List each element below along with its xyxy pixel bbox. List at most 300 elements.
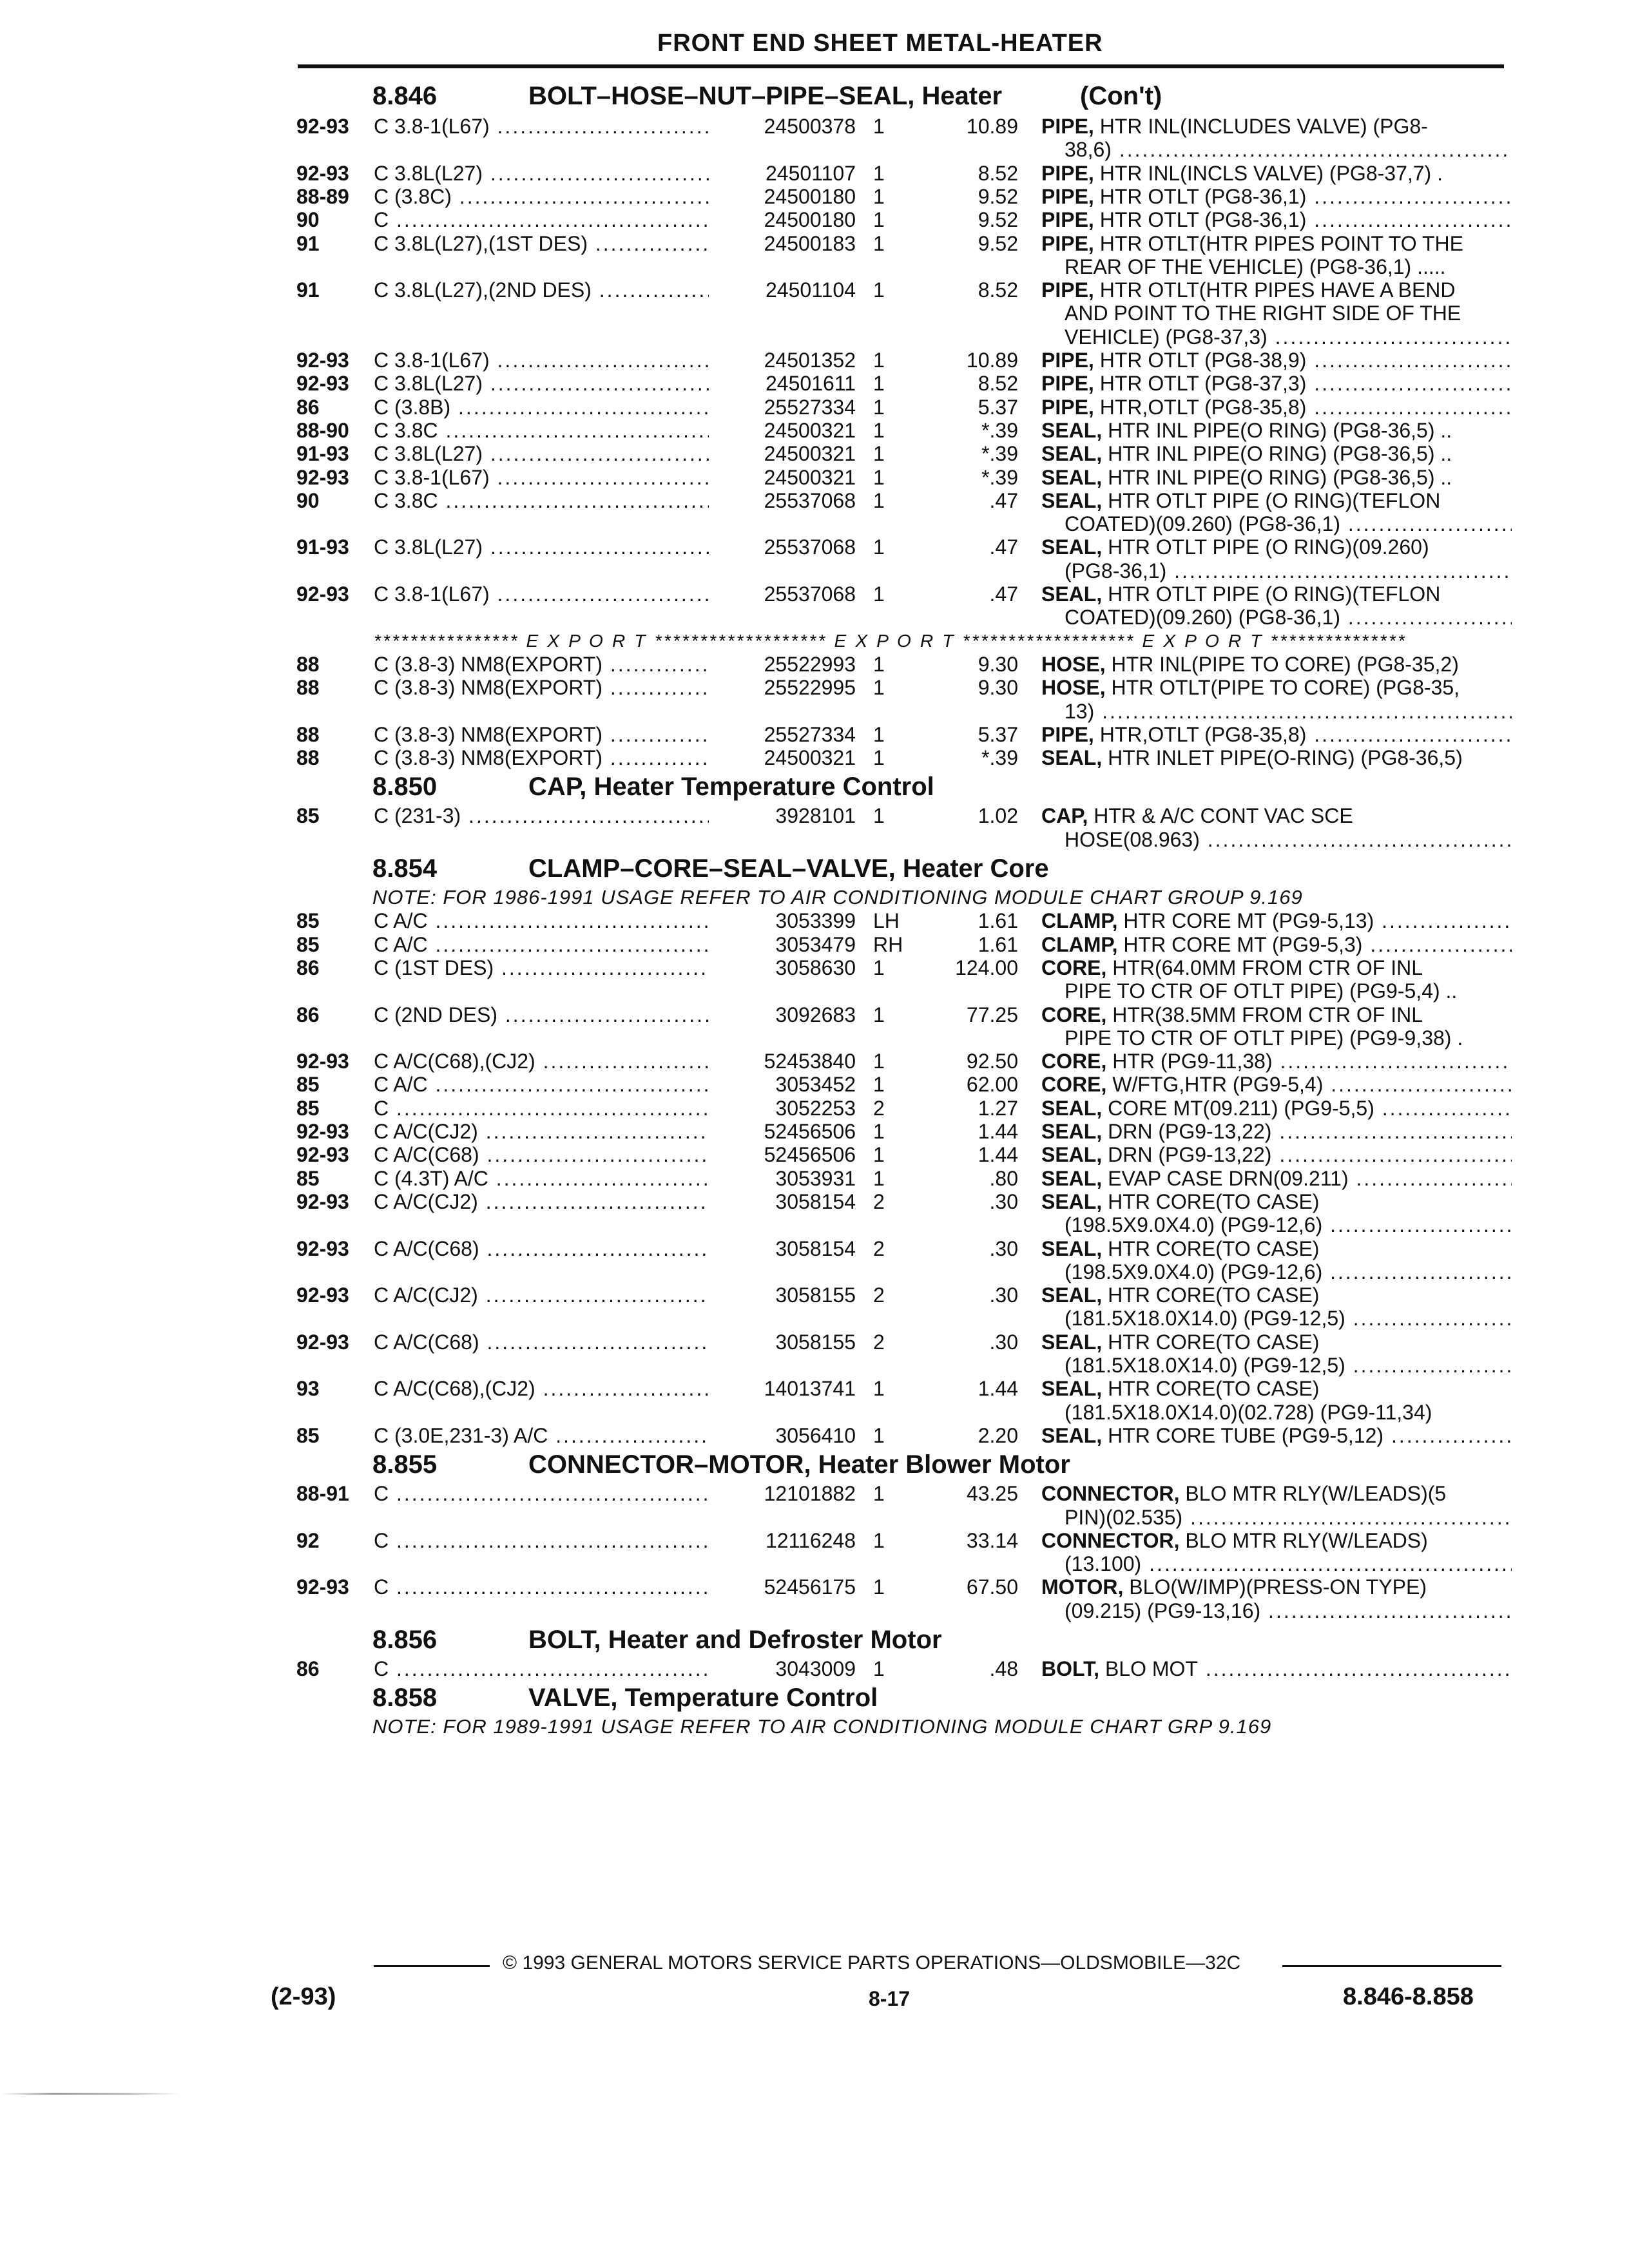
model-application: C A/C ..... — [374, 1073, 709, 1096]
description-text: HTR CORE MT (PG9-5,13) — [1123, 909, 1374, 933]
quantity: 2 — [873, 1189, 885, 1213]
model-years: 86 — [296, 956, 320, 979]
continuation-text: COATED)(09.260) (PG8-36,1) — [1065, 512, 1340, 536]
part-number: 24500180 — [722, 185, 856, 208]
part-row — [0, 442, 1629, 465]
quantity: 1 — [873, 1003, 885, 1026]
description-text — [1065, 1552, 1512, 1575]
part-row — [0, 232, 1629, 255]
description-keyword: SEAL, — [1041, 1189, 1103, 1213]
model-application: C 3.8-1(L67) ..... — [374, 466, 709, 489]
part-row — [0, 933, 1629, 956]
model-application: C (3.8-3) NM8(EXPORT) ..... — [374, 746, 709, 769]
model-years: 92-93 — [296, 1283, 349, 1307]
part-number: 24500321 — [722, 442, 856, 465]
description-text — [1065, 1354, 1512, 1377]
continuation-text: (198.5X9.0X4.0) (PG9-12,6) — [1065, 1213, 1323, 1237]
quantity: RH — [873, 932, 903, 956]
description-text — [1065, 559, 1512, 582]
description-text: HTR INL PIPE(O RING) (PG8-36,5) .. — [1108, 418, 1452, 442]
model-application: C 3.8L(L27),(1ST DES) ..... — [374, 232, 709, 255]
model-years: 88 — [296, 722, 320, 746]
description-keyword: CONNECTOR, — [1041, 1482, 1180, 1506]
price: 9.30 — [978, 652, 1018, 676]
part-description — [1041, 208, 1512, 231]
description-continuation — [0, 1260, 1629, 1283]
description-text: BLO MTR RLY(W/LEADS)(5 — [1185, 1482, 1447, 1506]
continuation-text: 38,6) — [1065, 138, 1112, 162]
description-text: HTR CORE(TO CASE) — [1108, 1330, 1320, 1354]
model-application: C (4.3T) A/C ..... — [374, 1167, 709, 1190]
description-keyword: SEAL, — [1041, 465, 1103, 489]
part-description — [1041, 804, 1512, 827]
model-years: 88 — [296, 746, 320, 770]
price: 1.44 — [978, 1377, 1018, 1401]
model-application: C ..... — [374, 208, 709, 231]
part-description — [1041, 909, 1512, 932]
part-description — [1041, 653, 1512, 676]
description-text: HTR & A/C CONT VAC SCE — [1094, 804, 1353, 828]
continuation-text: (181.5X18.0X14.0) (PG9-12,5) — [1065, 1354, 1345, 1377]
description-keyword: SEAL, — [1041, 488, 1103, 512]
description-keyword: HOSE, — [1041, 652, 1106, 676]
description-keyword: SEAL, — [1041, 1143, 1103, 1167]
part-description — [1041, 442, 1512, 465]
description-text: BLO(W/IMP)(PRESS-ON TYPE) — [1129, 1575, 1427, 1599]
price: 5.37 — [978, 722, 1018, 746]
part-description — [1041, 489, 1512, 512]
continuation-text: PIPE TO CTR OF OTLT PIPE) (PG9-5,4) .. — [1065, 979, 1458, 1003]
description-continuation — [0, 1026, 1629, 1050]
part-number: 24500183 — [722, 232, 856, 255]
description-text — [1065, 1260, 1512, 1283]
model-application: C A/C(CJ2) ..... — [374, 1283, 709, 1307]
price: .30 — [989, 1283, 1018, 1307]
model-application: C 3.8L(L27),(2ND DES) ..... — [374, 278, 709, 302]
model-application: C ..... — [374, 1657, 709, 1680]
part-number: 3056410 — [722, 1424, 856, 1447]
price: 5.37 — [978, 395, 1018, 419]
page-title: FRONT END SHEET METAL-HEATER — [657, 30, 1103, 57]
model-years: 93 — [296, 1377, 320, 1401]
description-keyword: PIPE, — [1041, 278, 1094, 302]
price: 9.52 — [978, 184, 1018, 208]
footer-page-number: 8-17 — [869, 1987, 911, 2010]
quantity: 1 — [873, 1575, 885, 1599]
part-row — [0, 676, 1629, 699]
description-keyword: CLAMP, — [1041, 932, 1118, 956]
continuation-text: HOSE(08.963) — [1065, 827, 1200, 851]
quantity: 1 — [873, 184, 885, 208]
part-description — [1041, 115, 1512, 138]
quantity: 2 — [873, 1096, 885, 1120]
model-years: 92-93 — [296, 465, 349, 489]
part-number: 3052253 — [722, 1097, 856, 1120]
part-number: 14013741 — [722, 1377, 856, 1400]
price: 92.50 — [966, 1050, 1018, 1073]
model-years: 92-93 — [296, 1050, 349, 1073]
model-years: 85 — [296, 932, 320, 956]
description-keyword: SEAL, — [1041, 535, 1103, 559]
part-description — [1041, 1167, 1512, 1190]
quantity: 1 — [873, 1073, 885, 1097]
part-number: 25537068 — [722, 535, 856, 559]
part-row — [0, 1331, 1629, 1354]
description-text — [1065, 606, 1512, 629]
part-description — [1041, 723, 1512, 746]
description-continuation — [0, 1213, 1629, 1236]
quantity: 1 — [873, 442, 885, 466]
model-years: 92-93 — [296, 1143, 349, 1167]
description-keyword: SEAL, — [1041, 418, 1103, 442]
continuation-text: (181.5X18.0X14.0) (PG9-12,5) — [1065, 1307, 1345, 1331]
quantity: 1 — [873, 746, 885, 770]
part-row — [0, 909, 1629, 932]
description-text: HTR OTLT PIPE (O RING)(TEFLON — [1108, 488, 1441, 512]
part-row — [0, 1575, 1629, 1599]
price: 43.25 — [966, 1482, 1018, 1506]
continuation-text: PIPE TO CTR OF OTLT PIPE) (PG9-9,38) . — [1065, 1026, 1463, 1050]
quantity: 1 — [873, 1143, 885, 1167]
part-description — [1041, 1237, 1512, 1260]
description-keyword: CORE, — [1041, 1050, 1107, 1073]
description-continuation — [0, 138, 1629, 161]
part-number: 24501352 — [722, 349, 856, 372]
part-number: 52456506 — [722, 1143, 856, 1166]
quantity: 1 — [873, 278, 885, 302]
model-application: C 3.8C ..... — [374, 419, 709, 442]
description-text: HTR INL(PIPE TO CORE) (PG8-35,2) — [1111, 652, 1459, 676]
part-row — [0, 1143, 1629, 1166]
model-application: C (3.8-3) NM8(EXPORT) ..... — [374, 723, 709, 746]
model-years: 90 — [296, 488, 320, 512]
part-number: 24501107 — [722, 162, 856, 185]
section-title: BOLT, Heater and Defroster Motor — [528, 1626, 942, 1654]
part-row — [0, 396, 1629, 419]
description-text: HTR OTLT (PG8-37,3) — [1099, 372, 1307, 396]
price: .30 — [989, 1236, 1018, 1260]
section-number: 8.846 — [372, 82, 438, 110]
price: 1.61 — [978, 909, 1018, 933]
price: 2.20 — [978, 1423, 1018, 1447]
model-years: 91 — [296, 231, 320, 255]
quantity: 1 — [873, 1120, 885, 1143]
part-description — [1041, 1424, 1512, 1447]
part-description — [1041, 933, 1512, 956]
quantity: 1 — [873, 582, 885, 606]
model-years: 88 — [296, 676, 320, 700]
model-years: 86 — [296, 395, 320, 419]
part-number: 3053931 — [722, 1167, 856, 1190]
description-text: HTR(64.0MM FROM CTR OF INL — [1112, 956, 1423, 979]
description-text: HTR INL PIPE(O RING) (PG8-36,5) .. — [1108, 442, 1452, 466]
part-row — [0, 1237, 1629, 1260]
description-text — [1065, 1401, 1512, 1424]
continuation-text: (09.215) (PG9-13,16) — [1065, 1599, 1261, 1622]
description-text: HTR,OTLT (PG8-35,8) — [1099, 395, 1307, 419]
part-row — [0, 723, 1629, 746]
footer-section-range: 8.846-8.858 — [1343, 1983, 1474, 2010]
price: 8.52 — [978, 372, 1018, 396]
quantity: 2 — [873, 1283, 885, 1307]
part-row — [0, 185, 1629, 208]
section-heading — [0, 1682, 1629, 1714]
quantity: 1 — [873, 115, 885, 138]
part-number: 24500321 — [722, 746, 856, 769]
model-application: C 3.8L(L27) ..... — [374, 372, 709, 395]
continuation-text: VEHICLE) (PG8-37,3) — [1065, 325, 1268, 349]
part-description — [1041, 1143, 1512, 1166]
model-application: C (231-3) ..... — [374, 804, 709, 827]
part-row — [0, 278, 1629, 302]
description-text: W/FTG,HTR (PG9-5,4) — [1112, 1073, 1324, 1097]
model-application: C 3.8C ..... — [374, 489, 709, 512]
model-application: C ..... — [374, 1482, 709, 1505]
part-row — [0, 582, 1629, 606]
model-years: 88-89 — [296, 184, 349, 208]
description-keyword: SEAL, — [1041, 1120, 1103, 1143]
model-years: 92-93 — [296, 115, 349, 138]
description-text — [1065, 828, 1512, 851]
description-continuation — [0, 325, 1629, 349]
part-row — [0, 1377, 1629, 1400]
part-description — [1041, 1050, 1512, 1073]
price: *.39 — [981, 746, 1018, 770]
footer-rule-right — [1282, 1965, 1501, 1967]
description-keyword: BOLT, — [1041, 1657, 1100, 1680]
quantity: 1 — [873, 652, 885, 676]
description-keyword: CORE, — [1041, 1003, 1107, 1026]
price: *.39 — [981, 465, 1018, 489]
description-keyword: SEAL, — [1041, 442, 1103, 466]
model-years: 88-90 — [296, 418, 349, 442]
model-application: C A/C(C68) ..... — [374, 1331, 709, 1354]
description-text — [1065, 700, 1512, 723]
model-application: C (3.8-3) NM8(EXPORT) ..... — [374, 676, 709, 699]
quantity: 1 — [873, 418, 885, 442]
continuation-text: REAR OF THE VEHICLE) (PG8-36,1) ..... — [1065, 255, 1446, 278]
description-keyword: SEAL, — [1041, 1166, 1103, 1190]
part-description — [1041, 535, 1512, 559]
part-row — [0, 1482, 1629, 1505]
part-row — [0, 1424, 1629, 1447]
part-row — [0, 419, 1629, 442]
quantity: 1 — [873, 1050, 885, 1073]
quantity: 1 — [873, 208, 885, 232]
section-heading — [0, 852, 1629, 885]
quantity: 1 — [873, 676, 885, 700]
part-row — [0, 653, 1629, 676]
price: 9.52 — [978, 208, 1018, 232]
part-number: 52453840 — [722, 1050, 856, 1073]
description-text: HTR OTLT PIPE (O RING)(09.260) — [1108, 535, 1429, 559]
model-application: C (3.0E,231-3) A/C ..... — [374, 1424, 709, 1447]
continuation-text: (PG8-36,1) — [1065, 559, 1167, 582]
section-continued: (Con't) — [1080, 82, 1162, 110]
model-years: 88-91 — [296, 1482, 349, 1506]
quantity: 1 — [873, 722, 885, 746]
quantity: 1 — [873, 161, 885, 185]
description-text: HTR INLET PIPE(O-RING) (PG8-36,5) — [1108, 746, 1463, 770]
price: 1.44 — [978, 1120, 1018, 1143]
part-description — [1041, 746, 1512, 769]
section-heading — [0, 80, 1629, 112]
section-number: 8.858 — [372, 1684, 438, 1713]
section-title: BOLT–HOSE–NUT–PIPE–SEAL, Heater — [528, 82, 1003, 110]
note-text: NOTE: FOR 1989-1991 USAGE REFER TO AIR CONDITIONING MODULE CHART GRP 9.169 — [372, 1715, 1272, 1738]
description-continuation — [0, 1354, 1629, 1377]
scan-artifact — [0, 2093, 180, 2095]
description-keyword: SEAL, — [1041, 1423, 1103, 1447]
model-application: C A/C(CJ2) ..... — [374, 1120, 709, 1143]
description-continuation — [0, 1401, 1629, 1424]
part-number: 3092683 — [722, 1003, 856, 1026]
price: 33.14 — [966, 1528, 1018, 1552]
description-keyword: HOSE, — [1041, 676, 1106, 700]
model-application: C A/C(C68),(CJ2) ..... — [374, 1377, 709, 1400]
description-text — [1065, 1213, 1512, 1236]
part-row — [0, 1167, 1629, 1190]
description-keyword: PIPE, — [1041, 208, 1094, 232]
model-years: 85 — [296, 1166, 320, 1190]
part-description — [1041, 466, 1512, 489]
description-text: HTR OTLT(HTR PIPES POINT TO THE — [1099, 231, 1463, 255]
model-years: 92-93 — [296, 161, 349, 185]
part-description — [1041, 1120, 1512, 1143]
model-application: C A/C(C68),(CJ2) ..... — [374, 1050, 709, 1073]
section-heading — [0, 1624, 1629, 1656]
price: 1.44 — [978, 1143, 1018, 1167]
model-application: C 3.8L(L27) ..... — [374, 162, 709, 185]
part-description — [1041, 1331, 1512, 1354]
description-continuation — [0, 700, 1629, 723]
part-number: 25522993 — [722, 653, 856, 676]
part-description — [1041, 419, 1512, 442]
part-number: 24500378 — [722, 115, 856, 138]
description-continuation — [0, 979, 1629, 1003]
model-application: C A/C(CJ2) ..... — [374, 1190, 709, 1213]
part-description — [1041, 185, 1512, 208]
part-number: 12101882 — [722, 1482, 856, 1505]
description-text: HTR INL PIPE(O RING) (PG8-36,5) .. — [1108, 465, 1452, 489]
model-application: C (3.8C) ..... — [374, 185, 709, 208]
model-years: 92 — [296, 1528, 320, 1552]
model-years: 92-93 — [296, 372, 349, 396]
description-continuation — [0, 1307, 1629, 1330]
description-keyword: CORE, — [1041, 956, 1107, 979]
model-years: 85 — [296, 1096, 320, 1120]
price: .30 — [989, 1189, 1018, 1213]
model-application: C 3.8L(L27) ..... — [374, 442, 709, 465]
quantity: 1 — [873, 1528, 885, 1552]
model-application: C ..... — [374, 1575, 709, 1599]
description-text: BLO MOT — [1104, 1657, 1198, 1680]
description-continuation — [0, 1506, 1629, 1529]
description-text — [1065, 302, 1512, 325]
description-keyword: PIPE, — [1041, 115, 1094, 138]
description-text: HTR CORE TUBE (PG9-5,12) — [1108, 1423, 1384, 1447]
description-keyword: PIPE, — [1041, 184, 1094, 208]
quantity: LH — [873, 909, 900, 933]
part-description — [1041, 1482, 1512, 1505]
price: 10.89 — [966, 349, 1018, 372]
model-years: 92-93 — [296, 1330, 349, 1354]
description-text: EVAP CASE DRN(09.211) — [1108, 1166, 1349, 1190]
model-years: 91-93 — [296, 442, 349, 466]
part-number: 24500180 — [722, 208, 856, 231]
price: .80 — [989, 1166, 1018, 1190]
part-number: 3053399 — [722, 909, 856, 932]
quantity: 2 — [873, 1236, 885, 1260]
part-number: 3058155 — [722, 1283, 856, 1307]
model-years: 92-93 — [296, 1189, 349, 1213]
part-row — [0, 489, 1629, 512]
description-text — [1065, 255, 1512, 278]
quantity: 1 — [873, 488, 885, 512]
description-keyword: PIPE, — [1041, 349, 1094, 372]
part-description — [1041, 956, 1512, 979]
description-keyword: SEAL, — [1041, 1283, 1103, 1307]
model-years: 92-93 — [296, 582, 349, 606]
price: 67.50 — [966, 1575, 1018, 1599]
model-years: 92-93 — [296, 349, 349, 372]
part-description — [1041, 1003, 1512, 1026]
description-keyword: CONNECTOR, — [1041, 1528, 1180, 1552]
part-row — [0, 956, 1629, 979]
part-number: 24500321 — [722, 419, 856, 442]
model-years: 85 — [296, 909, 320, 933]
description-text: BLO MTR RLY(W/LEADS) — [1185, 1528, 1428, 1552]
part-row — [0, 162, 1629, 185]
description-text — [1065, 1307, 1512, 1330]
model-years: 90 — [296, 208, 320, 232]
part-row — [0, 1529, 1629, 1552]
model-years: 92-93 — [296, 1236, 349, 1260]
part-number: 52456506 — [722, 1120, 856, 1143]
description-text — [1065, 1599, 1512, 1622]
part-description — [1041, 1283, 1512, 1307]
part-number: 25537068 — [722, 582, 856, 606]
model-years: 91-93 — [296, 535, 349, 559]
quantity: 1 — [873, 1166, 885, 1190]
part-description — [1041, 162, 1512, 185]
description-keyword: PIPE, — [1041, 395, 1094, 419]
description-text: DRN (PG9-13,22) — [1108, 1143, 1272, 1167]
part-row — [0, 746, 1629, 769]
part-number: 25537068 — [722, 489, 856, 512]
description-text: HTR INL(INCLS VALVE) (PG8-37,7) . — [1099, 161, 1443, 185]
price: 8.52 — [978, 161, 1018, 185]
footer-rule-lead — [374, 1965, 490, 1967]
price: 10.89 — [966, 115, 1018, 138]
description-continuation — [0, 302, 1629, 325]
description-keyword: SEAL, — [1041, 1236, 1103, 1260]
quantity: 1 — [873, 804, 885, 828]
part-description — [1041, 1190, 1512, 1213]
quantity: 1 — [873, 1657, 885, 1680]
description-keyword: PIPE, — [1041, 372, 1094, 396]
part-number: 24501611 — [722, 372, 856, 395]
part-number: 3058154 — [722, 1190, 856, 1213]
price: 9.52 — [978, 231, 1018, 255]
quantity: 1 — [873, 956, 885, 979]
part-number: 3928101 — [722, 804, 856, 827]
footer-date: (2-93) — [271, 1983, 336, 2010]
part-number: 3053479 — [722, 933, 856, 956]
model-application: C A/C ..... — [374, 909, 709, 932]
quantity: 2 — [873, 1330, 885, 1354]
description-text: HTR OTLT (PG8-36,1) — [1099, 184, 1307, 208]
